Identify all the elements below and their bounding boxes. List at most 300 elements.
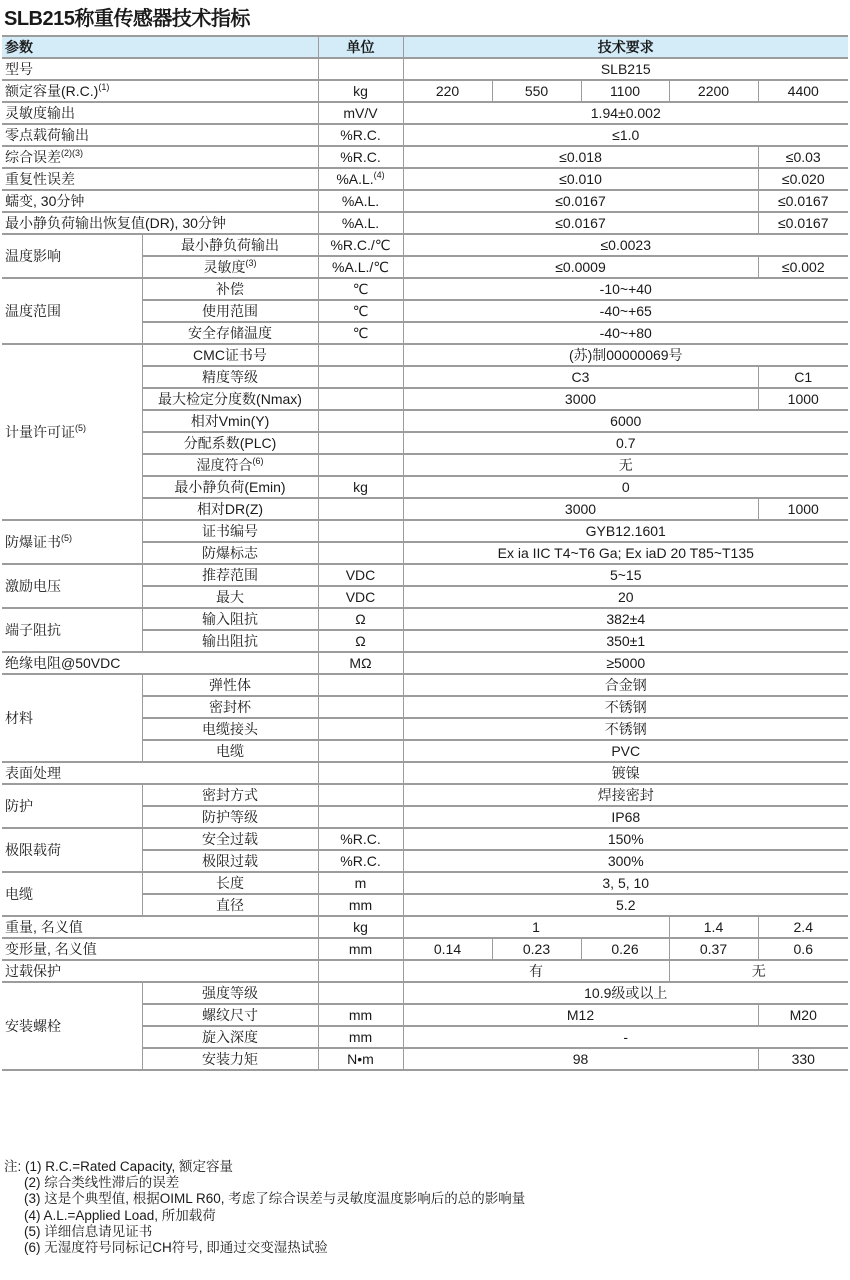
table-cell	[403, 630, 848, 652]
table-cell	[758, 212, 848, 234]
cell-text: 20	[617, 589, 634, 605]
cell-text: -40~+65	[599, 303, 652, 319]
table-cell	[403, 388, 758, 410]
cell-text: 1000	[787, 391, 819, 407]
table-row	[2, 762, 848, 784]
table-cell	[142, 850, 318, 872]
table-cell	[318, 168, 403, 190]
cell-text: 有	[529, 963, 543, 979]
table-cell	[318, 476, 403, 498]
table-row	[2, 674, 848, 696]
cell-text: 安装螺栓	[5, 1018, 61, 1034]
table-cell	[318, 58, 403, 80]
cell-text: 综合误差	[5, 149, 61, 165]
cell-text: Ω	[355, 611, 366, 627]
table-cell	[403, 586, 848, 608]
cell-text: 密封方式	[202, 787, 258, 803]
table-cell	[142, 608, 318, 630]
cell-text: 强度等级	[202, 985, 258, 1001]
table-row	[2, 58, 848, 80]
cell-text: m	[354, 875, 367, 891]
cell-text: mm	[348, 941, 373, 957]
table-cell	[318, 850, 403, 872]
cell-text: 密封杯	[209, 699, 251, 715]
table-cell	[403, 938, 492, 960]
table-cell	[142, 520, 318, 542]
table-cell	[403, 146, 758, 168]
table-cell	[403, 696, 848, 718]
table-cell	[581, 938, 669, 960]
table-cell	[142, 498, 318, 520]
table-cell	[318, 674, 403, 696]
cell-text: -40~+80	[599, 325, 652, 341]
cell-text: 旋入深度	[202, 1029, 258, 1045]
cell-text: %R.C.	[340, 127, 381, 143]
table-cell	[318, 828, 403, 850]
table-cell	[492, 938, 581, 960]
table-cell	[669, 938, 758, 960]
cell-text: ≤0.0167	[777, 193, 829, 209]
cell-text: 合金钢	[604, 677, 647, 693]
table-cell	[142, 982, 318, 1004]
footnote-2: (2) 综合类线性滞后的误差	[24, 1175, 180, 1191]
table-cell	[758, 256, 848, 278]
footnote-marker: (1)	[98, 82, 110, 92]
cell-text: mm	[348, 1007, 373, 1023]
cell-text: 温度范围	[5, 303, 61, 319]
table-cell	[403, 454, 848, 476]
table-cell	[142, 388, 318, 410]
cell-text: M12	[566, 1007, 595, 1023]
cell-text: 0.23	[522, 941, 551, 957]
cell-text: 推荐范围	[202, 567, 258, 583]
table-cell	[318, 740, 403, 762]
cell-text: kg	[353, 919, 368, 935]
table-row	[2, 234, 848, 256]
table-row	[2, 982, 848, 1004]
table-cell	[758, 366, 848, 388]
table-row	[2, 652, 848, 674]
table-cell	[403, 1026, 848, 1048]
cell-text: 150%	[607, 831, 644, 847]
cell-text: 计量许可证	[5, 424, 75, 440]
cell-text: 0.7	[616, 435, 636, 451]
table-cell	[318, 872, 403, 894]
cell-text: 10.9级或以上	[584, 985, 668, 1001]
table-cell	[318, 982, 403, 1004]
cell-text: 2200	[697, 83, 730, 99]
footnote-marker: (2)(3)	[61, 148, 83, 158]
cell-text: 防护等级	[202, 809, 258, 825]
cell-text: 分配系数(PLC)	[183, 435, 277, 451]
table-cell	[318, 520, 403, 542]
cell-text: 3000	[564, 391, 597, 407]
table-cell	[142, 322, 318, 344]
table-cell	[2, 278, 142, 344]
table-cell	[403, 300, 848, 322]
page-title: SLB215称重传感器技术指标	[4, 8, 250, 30]
cell-text: 1100	[609, 83, 641, 99]
cell-text: 证书编号	[202, 523, 258, 539]
table-row	[2, 80, 848, 102]
cell-text: 直径	[216, 897, 244, 913]
table-cell	[142, 740, 318, 762]
table-cell	[142, 828, 318, 850]
table-cell	[318, 454, 403, 476]
table-cell	[142, 674, 318, 696]
table-cell	[403, 542, 848, 564]
table-cell	[403, 718, 848, 740]
table-cell	[403, 322, 848, 344]
footnotes	[4, 1159, 525, 1256]
table-row	[2, 190, 848, 212]
table-cell	[142, 894, 318, 916]
table-cell	[403, 982, 848, 1004]
table-cell	[2, 784, 142, 828]
table-cell	[142, 806, 318, 828]
table-cell	[142, 454, 318, 476]
table-cell	[403, 410, 848, 432]
table-cell	[2, 168, 318, 190]
table-cell	[403, 476, 848, 498]
table-cell	[142, 366, 318, 388]
cell-text: (苏)制00000069号	[568, 347, 683, 363]
table-cell	[2, 146, 318, 168]
table-cell	[142, 718, 318, 740]
table-cell	[403, 366, 758, 388]
table-cell	[403, 608, 848, 630]
cell-text: %A.L.	[341, 215, 380, 231]
table-cell	[403, 740, 848, 762]
table-cell	[2, 234, 142, 278]
table-cell	[318, 916, 403, 938]
cell-text: 6000	[610, 413, 642, 429]
cell-text: 1000	[787, 501, 819, 517]
table-cell	[2, 124, 318, 146]
cell-text: ≤0.0167	[555, 215, 606, 231]
table-row	[2, 938, 848, 960]
cell-text: 极限过载	[202, 853, 258, 869]
cell-text: 0.14	[433, 941, 462, 957]
table-cell	[758, 938, 848, 960]
table-cell	[2, 190, 318, 212]
cell-text: 0.26	[611, 941, 639, 957]
table-cell	[2, 58, 318, 80]
table-cell	[318, 696, 403, 718]
table-cell	[403, 916, 669, 938]
footnote-marker: (6)	[252, 456, 264, 466]
cell-text: %R.C.	[340, 853, 381, 869]
cell-text: ≤0.0009	[555, 259, 606, 275]
cell-text: 350±1	[606, 633, 646, 649]
cell-text: mm	[348, 1029, 373, 1045]
table-row	[2, 520, 848, 542]
cell-text: 表面处理	[5, 765, 61, 781]
table-cell	[403, 124, 848, 146]
table-cell	[142, 872, 318, 894]
table-cell	[142, 696, 318, 718]
table-cell	[2, 960, 318, 982]
table-cell	[142, 410, 318, 432]
cell-text: 激励电压	[5, 578, 61, 594]
table-cell	[2, 80, 318, 102]
cell-text: 灵敏度输出	[5, 105, 75, 121]
cell-text: 安全存储温度	[188, 325, 272, 341]
cell-text: ≤0.0167	[777, 215, 829, 231]
cell-text: 0.37	[699, 941, 728, 957]
table-row	[2, 608, 848, 630]
table-row	[2, 960, 848, 982]
table-row	[2, 784, 848, 806]
table-cell	[669, 80, 758, 102]
table-cell	[2, 212, 318, 234]
cell-text: 5.2	[616, 897, 636, 913]
cell-text: PVC	[611, 743, 641, 759]
table-row	[2, 168, 848, 190]
table-cell	[142, 630, 318, 652]
cell-text: ℃	[352, 324, 369, 341]
table-cell	[758, 168, 848, 190]
cell-text: 过载保护	[5, 963, 61, 979]
cell-text: ≤0.0167	[555, 193, 606, 209]
cell-text: 最小静负荷输出	[181, 237, 279, 253]
table-row	[2, 828, 848, 850]
header-parameter: 参数	[2, 36, 318, 58]
cell-text: 3, 5, 10	[602, 875, 650, 891]
table-cell	[758, 146, 848, 168]
cell-text: 300%	[607, 853, 644, 869]
table-cell	[403, 872, 848, 894]
cell-text: GYB12.1601	[585, 523, 666, 539]
cell-text: 无	[751, 963, 766, 979]
table-cell	[318, 1048, 403, 1070]
table-cell	[758, 1048, 848, 1070]
table-cell	[318, 344, 403, 366]
cell-text: -10~+40	[599, 281, 652, 297]
footnote-marker: (4)	[373, 170, 385, 180]
cell-text: %A.L.	[341, 193, 380, 209]
table-cell	[2, 652, 318, 674]
cell-text: 型号	[5, 61, 33, 77]
cell-text: IP68	[611, 809, 641, 825]
table-cell	[403, 652, 848, 674]
cell-text: 重量, 名义值	[5, 919, 83, 935]
footnote-text: (1) R.C.=Rated Capacity, 额定容量	[25, 1159, 233, 1174]
table-cell	[403, 806, 848, 828]
cell-text: 零点载荷输出	[5, 127, 89, 143]
cell-text: 382±4	[606, 611, 646, 627]
cell-text: 绝缘电阻@50VDC	[5, 655, 121, 671]
table-cell	[2, 762, 318, 784]
cell-text: 重复性误差	[5, 171, 75, 187]
cell-text: ≤0.0023	[600, 237, 651, 253]
table-cell	[403, 432, 848, 454]
table-cell	[318, 630, 403, 652]
table-cell	[403, 344, 848, 366]
table-cell	[142, 1026, 318, 1048]
table-cell	[758, 388, 848, 410]
footnote-marker: (3)	[245, 258, 257, 268]
table-row	[2, 124, 848, 146]
cell-text: 长度	[216, 875, 244, 891]
cell-text: C3	[571, 369, 590, 385]
cell-text: 安全过载	[202, 831, 258, 847]
table-cell	[403, 762, 848, 784]
table-cell	[758, 190, 848, 212]
table-cell	[318, 300, 403, 322]
cell-text: %A.L.	[336, 171, 374, 187]
cell-text: ≤0.03	[785, 149, 821, 165]
table-cell	[2, 828, 142, 872]
cell-text: MΩ	[349, 655, 372, 671]
table-cell	[318, 102, 403, 124]
cell-text: C1	[794, 369, 813, 385]
header-row	[2, 36, 848, 58]
table-cell	[318, 586, 403, 608]
table-cell	[403, 278, 848, 300]
cell-text: SLB215	[600, 61, 651, 77]
table-cell	[403, 256, 758, 278]
table-cell	[2, 982, 142, 1070]
cell-text: 98	[572, 1051, 589, 1067]
table-cell	[318, 212, 403, 234]
table-cell	[2, 674, 142, 762]
cell-text: CMC证书号	[193, 347, 267, 363]
table-cell	[318, 1004, 403, 1026]
header-spec: 技术要求	[403, 36, 848, 58]
table-cell	[581, 80, 669, 102]
table-row	[2, 564, 848, 586]
cell-text: VDC	[345, 567, 376, 583]
table-cell	[318, 498, 403, 520]
table-cell	[403, 520, 848, 542]
footnote-prefix: 注:	[4, 1159, 26, 1174]
table-cell	[142, 564, 318, 586]
table-cell	[318, 762, 403, 784]
cell-text: 最小静负荷输出恢复值(DR), 30分钟	[5, 215, 226, 231]
table-cell	[318, 960, 403, 982]
cell-text: ℃	[352, 280, 369, 297]
table-row	[2, 102, 848, 124]
cell-text: ≤1.0	[612, 127, 640, 143]
cell-text: 防护	[5, 798, 33, 814]
cell-text: %R.C./℃	[330, 236, 391, 253]
table-cell	[318, 410, 403, 432]
table-cell	[403, 674, 848, 696]
table-cell	[318, 80, 403, 102]
table-cell	[318, 1026, 403, 1048]
table-cell	[142, 784, 318, 806]
table-cell	[403, 212, 758, 234]
table-cell	[142, 432, 318, 454]
table-cell	[318, 806, 403, 828]
cell-text: 1.4	[703, 919, 724, 935]
cell-text: 补偿	[216, 281, 244, 297]
table-row	[2, 278, 848, 300]
table-cell	[318, 432, 403, 454]
cell-text: 不锈钢	[604, 721, 647, 737]
cell-text: %A.L./℃	[332, 258, 389, 275]
table-cell	[403, 850, 848, 872]
footnote-4: (4) A.L.=Applied Load, 所加载荷	[24, 1207, 216, 1223]
cell-text: 精度等级	[202, 369, 258, 385]
cell-text: 输出阻抗	[202, 633, 258, 649]
table-cell	[2, 102, 318, 124]
table-cell	[318, 278, 403, 300]
cell-text: 330	[791, 1051, 815, 1067]
cell-text: 最小静负荷(Emin)	[174, 479, 286, 495]
cell-text: ≤0.010	[559, 171, 602, 187]
table-cell	[758, 1004, 848, 1026]
cell-text: mV/V	[343, 105, 378, 121]
footnote-6: (6) 无湿度符号同标记CH符号, 即通过交变湿热试验	[24, 1240, 328, 1256]
table-row	[2, 344, 848, 366]
header-unit: 单位	[318, 36, 403, 58]
table-cell	[758, 916, 848, 938]
cell-text: ≤0.020	[781, 171, 825, 187]
table-cell	[403, 168, 758, 190]
table-cell	[142, 256, 318, 278]
cell-text: 灵敏度	[203, 259, 246, 275]
cell-text: mm	[348, 897, 373, 913]
cell-text: ℃	[352, 302, 369, 319]
table-cell	[142, 1004, 318, 1026]
table-cell	[403, 102, 848, 124]
footnote-3: (3) 这是个典型值, 根据OIML R60, 考虑了综合误差与灵敏度温度影响后的总的影响量	[24, 1191, 526, 1207]
cell-text: 防爆证书	[5, 534, 61, 550]
cell-text: ≤0.002	[781, 259, 825, 275]
table-cell	[318, 322, 403, 344]
table-cell	[142, 586, 318, 608]
cell-text: 材料	[5, 710, 33, 726]
spec-table	[2, 35, 848, 1071]
table-cell	[492, 80, 581, 102]
cell-text: 输入阻抗	[202, 611, 258, 627]
cell-text: 最大检定分度数(Nmax)	[158, 391, 302, 407]
table-cell	[403, 1004, 758, 1026]
cell-text: 使用范围	[202, 303, 258, 319]
table-cell	[318, 784, 403, 806]
table-cell	[758, 498, 848, 520]
cell-text: 0.6	[793, 941, 813, 957]
cell-text: ≥5000	[606, 655, 646, 671]
cell-text: N•m	[347, 1051, 374, 1067]
table-row	[2, 212, 848, 234]
table-row	[2, 916, 848, 938]
table-cell	[142, 476, 318, 498]
cell-text: %R.C.	[340, 149, 381, 165]
cell-text: 蠕变, 30分钟	[5, 193, 85, 209]
table-row	[2, 872, 848, 894]
cell-text: 电缆接头	[202, 721, 258, 737]
cell-text: 螺纹尺寸	[202, 1007, 258, 1023]
cell-text: 相对DR(Z)	[196, 501, 264, 517]
table-cell	[318, 652, 403, 674]
cell-text: 4400	[787, 83, 819, 99]
cell-text: %R.C.	[340, 831, 381, 847]
footnote-marker: (5)	[75, 423, 86, 433]
table-cell	[403, 960, 669, 982]
table-cell	[403, 564, 848, 586]
footnote-1	[4, 1159, 525, 1175]
cell-text: 镀镍	[611, 765, 640, 781]
table-cell	[142, 344, 318, 366]
table-cell	[2, 520, 142, 564]
cell-text: 焊接密封	[597, 787, 654, 803]
cell-text: 1.94±0.002	[590, 105, 661, 121]
table-cell	[403, 1048, 758, 1070]
table-cell	[318, 234, 403, 256]
